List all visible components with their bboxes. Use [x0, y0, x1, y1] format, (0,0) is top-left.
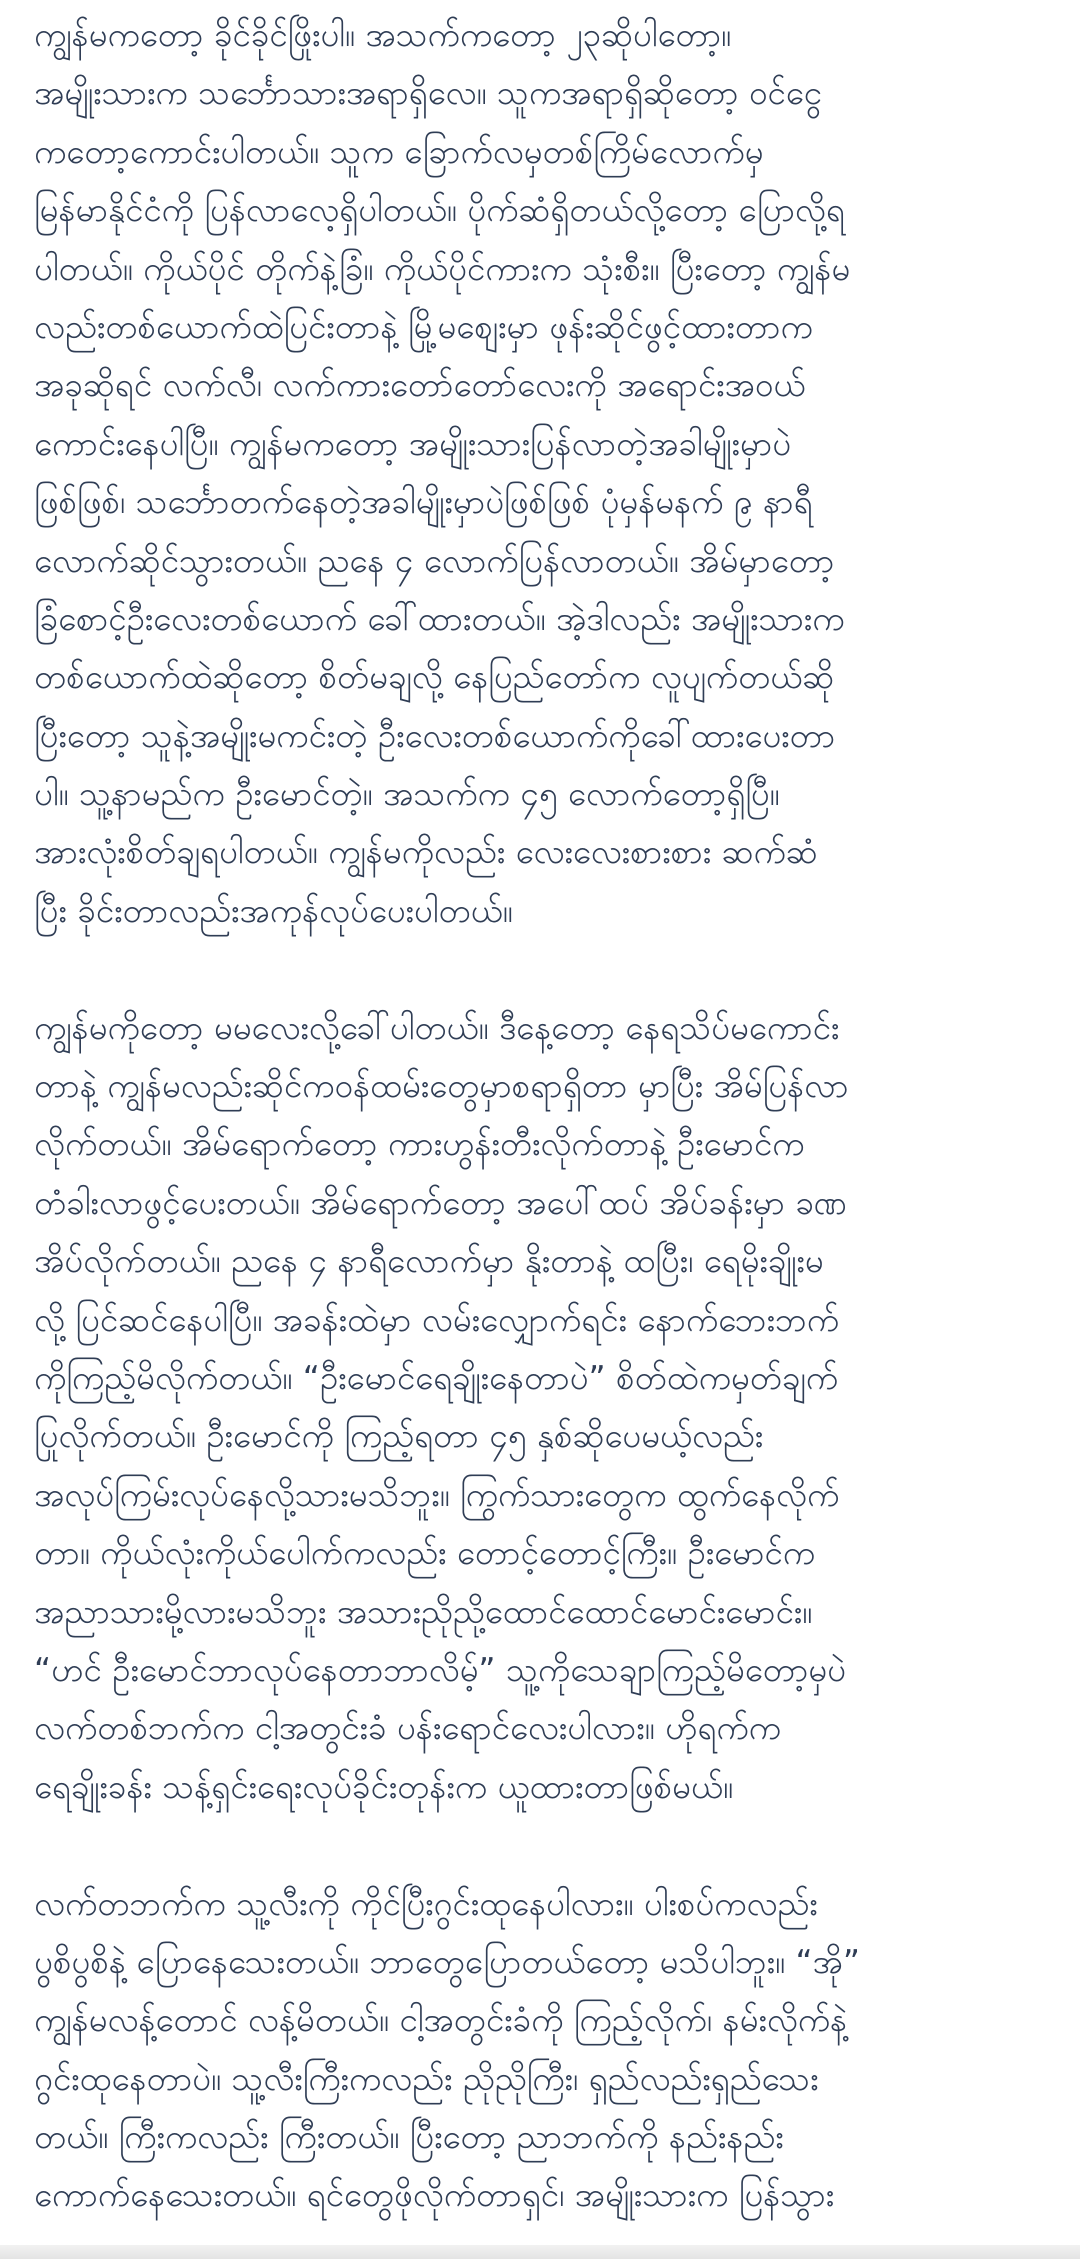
text-line: ပြီးတော့ သူနဲ့အမျိုးမကင်းတဲ့ ဦးလေးတစ်ယောက်ကိုခေါ်ထားပေးတာ — [34, 715, 836, 755]
text-line: ကိုကြည့်မိလိုက်တယ်။ “ဦးမောင်ရေချိုးနေတာပဲ” စိတ်ထဲကမှတ်ချက် — [34, 1357, 838, 1397]
text-line: အညာသားမို့လားမသိဘူး အသားညိုညို့ထောင်ထောင်မောင်းမောင်း။ — [34, 1591, 813, 1631]
text-line: ကောင်းနေပါပြီ။ ကျွန်မကတော့ အမျိုးသားပြန်လာတဲ့အခါမျိုးမှာပဲ — [34, 423, 792, 463]
text-line: ကျွန်မကတော့ ခိုင်ခိုင်ဖြိုးပါ။ အသက်ကတော့ ၂၃ဆိုပါတော့။ — [34, 15, 732, 54]
text-line: တာနဲ့ ကျွန်မလည်းဆိုင်ကဝန်ထမ်းတွေမှာစရာရှိတာ မှာပြီး အိမ်ပြန်လာ — [34, 1066, 849, 1106]
text-line: ကျွန်မကိုတော့ မမလေးလို့ခေါ်ပါတယ်။ ဒီနေ့တော့ နေရသိပ်မကောင်း — [34, 1007, 840, 1047]
text-line: လက်တဘက်က သူ့လီးကို ကိုင်ပြီးဂွင်းထုနေပါလား။ ပါးစပ်ကလည်း — [34, 1883, 818, 1923]
paragraph-gap — [34, 940, 1052, 998]
text-line: ရေချိုးခန်း သန့်ရှင်းရေးလုပ်ခိုင်းတုန်းက ယူထားတာဖြစ်မယ်။ — [34, 1766, 733, 1806]
text-line: “ဟင် ဦးမောင်ဘာလုပ်နေတာဘာလိမ့်” သူ့ကိုသေချာကြည့်မိတော့မှပဲ — [34, 1649, 846, 1689]
text-line: ကျွန်မလန့်တောင် လန့်မိတယ်။ ငါ့အတွင်းခံကို ကြည့်လိုက်၊ နမ်းလိုက်နဲ့ — [34, 2000, 848, 2040]
text-line: ပြုလိုက်တယ်။ ဦးမောင်ကို ကြည့်ရတာ ၄၅ နှစ်ဆိုပေမယ့်လည်း — [34, 1416, 764, 1456]
text-line: ခြံစောင့်ဦးလေးတစ်ယောက် ခေါ်ထားတယ်။ အဲ့ဒါလည်း အမျိုးသားက — [34, 598, 845, 638]
paragraph-1 — [34, 6, 1052, 940]
text-line: လို့ ပြင်ဆင်နေပါပြီ။ အခန်းထဲမှာ လမ်းလျှောက်ရင်း နောက်ဘေးဘက် — [34, 1299, 840, 1339]
text-line: တံခါးလာဖွင့်ပေးတယ်။ အိမ်ရောက်တော့ အပေါ်ထပ် အိပ်ခန်းမှာ ခဏ — [34, 1182, 848, 1222]
text-line: ဖြစ်ဖြစ်၊ သင်္ဘောတက်နေတဲ့အခါမျိုးမှာပဲဖြစ်ဖြစ် ပုံမှန်မနက် ၉ နာရီ — [34, 482, 813, 522]
article-body — [34, 6, 1052, 2225]
text-line: ပြီး ခိုင်းတာလည်းအကုန်လုပ်ပေးပါတယ်။ — [34, 890, 513, 930]
text-line: ဂွင်းထုနေတာပဲ။ သူ့လီးကြီးကလည်း ညိုညိုကြီး၊ ရှည်လည်းရှည်သေး — [34, 2058, 819, 2098]
text-line: ကောက်နေသေးတယ်။ ရင်တွေဖိုလိုက်တာရှင်၊ အမျိုးသားက ပြန်သွား — [34, 2175, 835, 2215]
text-line: အခုဆိုရင် လက်လီ၊ လက်ကားတော်တော်လေးကို အရောင်းအဝယ် — [34, 365, 806, 405]
text-line: တယ်။ ကြီးကလည်း ကြီးတယ်။ ပြီးတော့ ညာဘက်ကို နည်းနည်း — [34, 2117, 784, 2157]
paragraph-gap — [34, 1816, 1052, 1874]
text-line: လိုက်တယ်။ အိမ်ရောက်တော့ ကားဟွန်းတီးလိုက်တာနဲ့ ဦးမောင်က — [34, 1124, 805, 1164]
text-line: အလုပ်ကြမ်းလုပ်နေလို့သားမသိဘူး။ ကြွက်သားတွေက ထွက်နေလိုက် — [34, 1474, 840, 1514]
text-line: လက်တစ်ဘက်က ငါ့အတွင်းခံ ပန်းရောင်လေးပါလား။ ဟိုရက်က — [34, 1708, 781, 1748]
text-line: မြန်မာနိုင်ငံကို ပြန်လာလေ့ရှိပါတယ်။ ပိုက်ဆံရှိတယ်လို့တော့ ပြောလို့ရ — [34, 190, 845, 230]
bottom-edge-bar — [0, 2245, 1080, 2259]
paragraph-3 — [34, 1875, 1052, 2225]
text-line: လည်းတစ်ယောက်ထဲပြင်းတာနဲ့ မြို့မစျေးမှာ ဖုန်းဆိုင်ဖွင့်ထားတာက — [34, 306, 813, 346]
text-line: ပွစိပွစိနဲ့ ပြောနေသေးတယ်။ ဘာတွေပြောတယ်တော့ မသိပါဘူး။ “အို” — [34, 1941, 860, 1981]
text-line: ပါ။ သူ့နာမည်က ဦးမောင်တဲ့။ အသက်က ၄၅ လောက်တော့ရှိပြီ။ — [34, 774, 780, 814]
text-line: တစ်ယောက်ထဲဆိုတော့ စိတ်မချလို့ နေပြည်တော်က လူပျက်တယ်ဆို — [34, 657, 835, 697]
paragraph-2 — [34, 999, 1052, 1816]
text-line: တာ။ ကိုယ်လုံးကိုယ်ပေါက်ကလည်း တောင့်တောင့်ကြီး။ ဦးမောင်က — [34, 1533, 816, 1573]
text-line: အမျိုးသားက သင်္ဘောသားအရာရှိလေ။ သူကအရာရှိဆိုတော့ ဝင်ငွေ — [34, 73, 822, 113]
text-line: ပါတယ်။ ကိုယ်ပိုင် တိုက်နဲ့ခြံ။ ကိုယ်ပိုင်ကားက သုံးစီး။ ပြီးတော့ ကျွန်မ — [34, 248, 851, 288]
text-line: အိပ်လိုက်တယ်။ ညနေ ၄ နာရီလောက်မှာ နိုးတာနဲ့ ထပြီး၊ ရေမိုးချိုးမ — [34, 1241, 824, 1281]
text-line: လောက်ဆိုင်သွားတယ်။ ညနေ ၄ လောက်ပြန်လာတယ်။ အိမ်မှာတော့ — [34, 540, 835, 580]
text-line: အားလုံးစိတ်ချရပါတယ်။ ကျွန်မကိုလည်း လေးလေးစားစား ဆက်ဆံ — [34, 832, 818, 872]
text-line: ကတော့ကောင်းပါတယ်။ သူက ခြောက်လမှတစ်ကြိမ်လောက်မှ — [34, 131, 764, 171]
